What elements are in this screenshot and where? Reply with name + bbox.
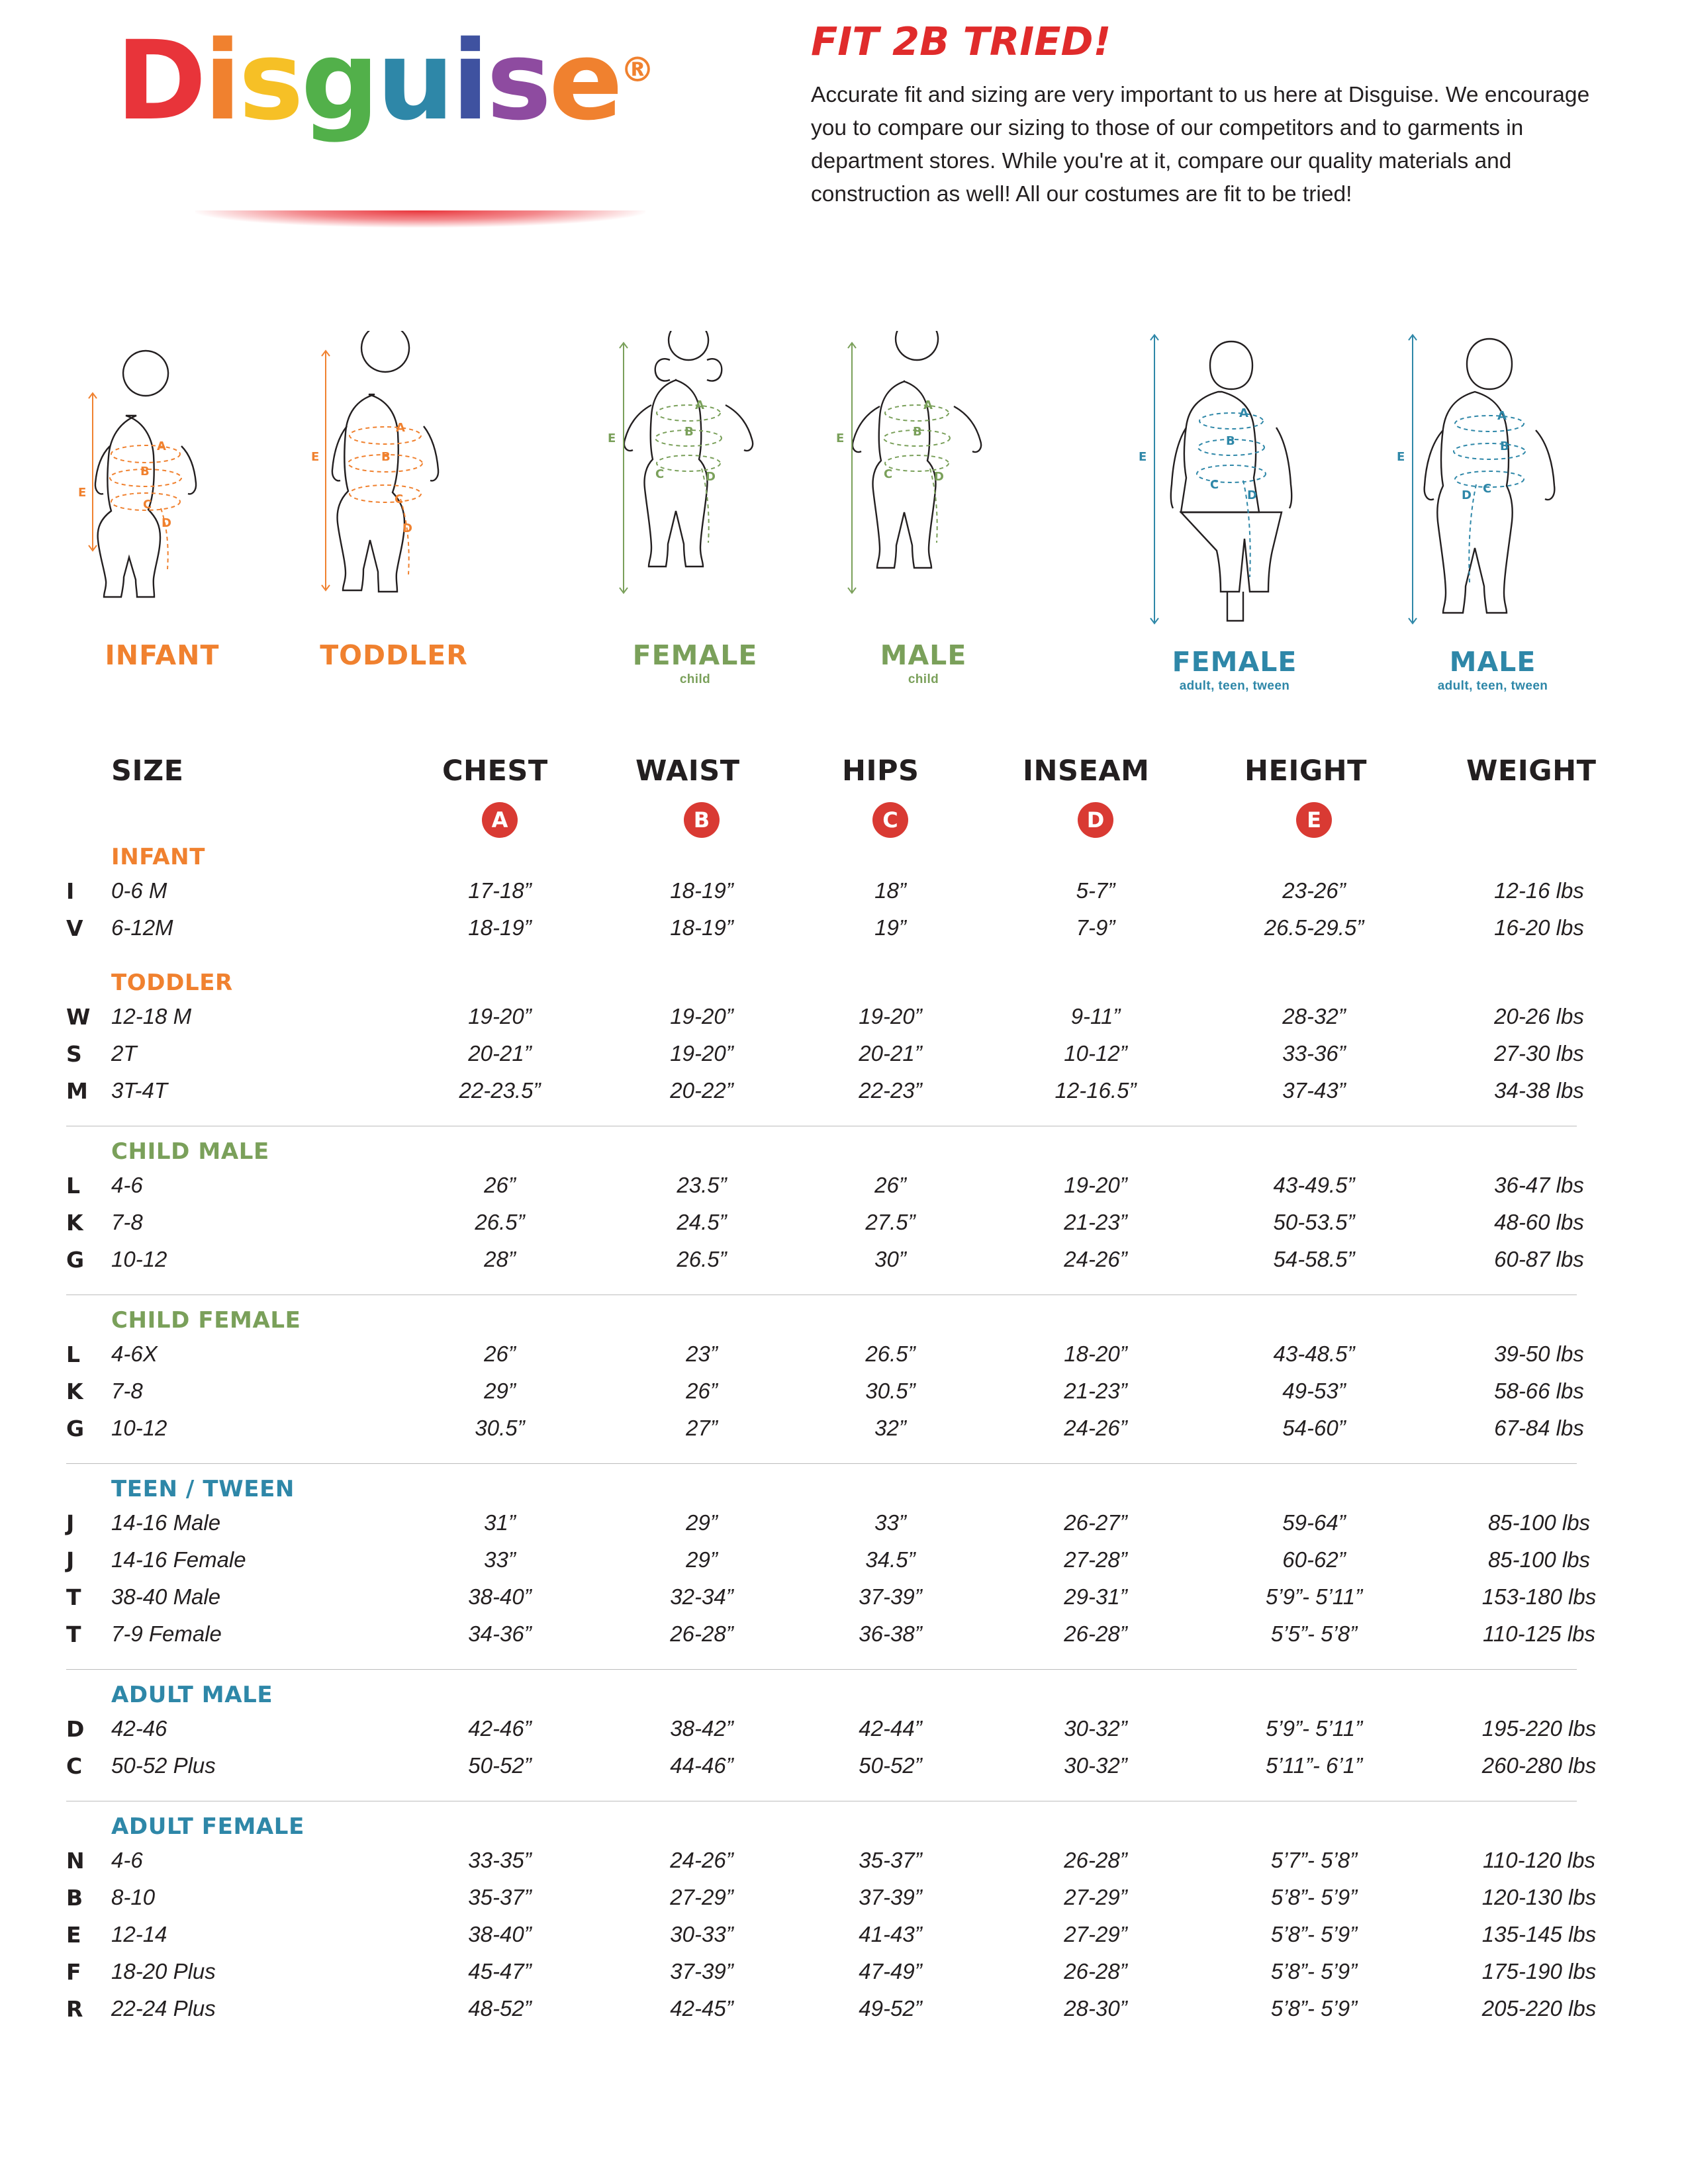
cell-waist: 26”	[686, 1379, 718, 1403]
row-key: J	[66, 1547, 75, 1573]
svg-text:C: C	[884, 467, 893, 481]
cell-inseam: 24-26”	[1064, 1416, 1127, 1440]
cell-hips: 30”	[874, 1247, 906, 1271]
svg-text:A: A	[157, 439, 166, 453]
figure-sublabel: adult, teen, tween	[1437, 679, 1548, 693]
logo-letter-i-5: i	[451, 17, 487, 144]
table-row	[0, 1547, 1688, 1584]
table-row	[0, 1753, 1688, 1790]
cell-weight: 20-26 lbs	[1494, 1004, 1584, 1028]
row-key: L	[66, 1342, 81, 1367]
figure-female-child	[596, 331, 794, 687]
cell-hips: 49-52”	[859, 1996, 922, 2021]
cell-size: 7-8	[111, 1210, 143, 1234]
cell-height: 5’11”- 6’1”	[1265, 1753, 1363, 1778]
svg-text:C: C	[1210, 478, 1219, 492]
svg-text:E: E	[1397, 450, 1405, 464]
cell-height: 33-36”	[1282, 1041, 1346, 1066]
cell-size: 6-12M	[111, 915, 173, 940]
table-row	[0, 915, 1688, 952]
measure-key-badge-b: B	[684, 802, 720, 838]
cell-height: 50-53.5”	[1273, 1210, 1355, 1234]
cell-hips: 26”	[874, 1173, 906, 1197]
svg-text:E: E	[836, 432, 845, 445]
cell-inseam: 21-23”	[1064, 1210, 1127, 1234]
cell-chest: 29”	[484, 1379, 516, 1403]
cell-weight: 67-84 lbs	[1494, 1416, 1584, 1440]
cell-chest: 18-19”	[468, 915, 532, 940]
cell-chest: 30.5”	[475, 1416, 525, 1440]
cell-waist: 29”	[686, 1510, 718, 1535]
cell-height: 43-48.5”	[1273, 1342, 1355, 1366]
cell-inseam: 30-32”	[1064, 1753, 1127, 1778]
cell-height: 5’5”- 5’8”	[1270, 1621, 1358, 1646]
cell-height: 54-58.5”	[1273, 1247, 1355, 1271]
row-key: E	[66, 1922, 81, 1948]
cell-chest: 19-20”	[468, 1004, 532, 1028]
cell-chest: 28”	[484, 1247, 516, 1271]
measure-key-badge-e: E	[1296, 802, 1332, 838]
cell-hips: 19-20”	[859, 1004, 922, 1028]
cell-weight: 60-87 lbs	[1494, 1247, 1584, 1271]
table-row	[0, 1922, 1688, 1959]
row-key: C	[66, 1753, 83, 1779]
logo-letter-e-7: e	[549, 17, 621, 144]
page-header	[0, 0, 1688, 311]
cell-hips: 19”	[874, 915, 906, 940]
cell-hips: 30.5”	[865, 1379, 915, 1403]
logo-letter-g-3: g	[301, 17, 377, 144]
cell-weight: 39-50 lbs	[1494, 1342, 1584, 1366]
logo-letter-u-4: u	[376, 17, 452, 144]
cell-waist: 20-22”	[670, 1078, 733, 1103]
row-key: G	[66, 1416, 85, 1441]
cell-waist: 30-33”	[670, 1922, 733, 1946]
cell-waist: 26.5”	[677, 1247, 727, 1271]
svg-text:B: B	[684, 425, 694, 439]
cell-chest: 42-46”	[468, 1716, 532, 1741]
svg-text:A: A	[923, 398, 933, 412]
cell-inseam: 5-7”	[1076, 878, 1115, 903]
svg-text:A: A	[396, 421, 405, 435]
cell-hips: 47-49”	[859, 1959, 922, 1983]
cell-weight: 195-220 lbs	[1481, 1716, 1597, 1741]
figure-label: INFANT	[105, 639, 220, 671]
cell-height: 5’8”- 5’9”	[1270, 1996, 1358, 2021]
column-header-inseam: INSEAM	[1023, 754, 1150, 788]
row-key: M	[66, 1078, 88, 1104]
cell-waist: 24.5”	[677, 1210, 727, 1234]
figure-toddler	[298, 331, 490, 671]
figure-row	[0, 331, 1688, 728]
cell-hips: 27.5”	[865, 1210, 915, 1234]
cell-size: 2T	[111, 1041, 137, 1066]
cell-inseam: 30-32”	[1064, 1716, 1127, 1741]
svg-text:C: C	[143, 498, 152, 512]
toddler-body-diagram	[298, 331, 490, 635]
cell-hips: 35-37”	[859, 1848, 922, 1872]
row-key: K	[66, 1379, 83, 1404]
size-group-child-male	[0, 1138, 1688, 1284]
cell-hips: 22-23”	[859, 1078, 922, 1103]
cell-weight: 205-220 lbs	[1481, 1996, 1597, 2021]
svg-text:B: B	[1500, 439, 1509, 453]
group-spacer	[0, 952, 1688, 970]
group-title: INFANT	[111, 844, 205, 870]
figure-sublabel: adult, teen, tween	[1179, 679, 1290, 693]
cell-waist: 18-19”	[670, 915, 733, 940]
cell-hips: 36-38”	[859, 1621, 922, 1646]
cell-size: 10-12	[111, 1416, 167, 1440]
table-row	[0, 1416, 1688, 1453]
column-header-weight: WEIGHT	[1466, 754, 1597, 788]
row-key: K	[66, 1210, 83, 1236]
table-body	[0, 844, 1688, 2033]
svg-text:D: D	[934, 470, 944, 484]
cell-hips: 26.5”	[865, 1342, 915, 1366]
cell-chest: 26”	[484, 1173, 516, 1197]
intro-block	[811, 19, 1625, 211]
cell-inseam: 27-29”	[1064, 1922, 1127, 1946]
cell-height: 5’9”- 5’11”	[1265, 1584, 1363, 1609]
cell-height: 5’9”- 5’11”	[1265, 1716, 1363, 1741]
cell-hips: 33”	[874, 1510, 906, 1535]
svg-text:D: D	[402, 522, 412, 535]
cell-inseam: 21-23”	[1064, 1379, 1127, 1403]
cell-weight: 153-180 lbs	[1481, 1584, 1597, 1609]
row-key: S	[66, 1041, 82, 1067]
logo-swoosh-decoration	[195, 210, 645, 228]
cell-waist: 19-20”	[670, 1004, 733, 1028]
cell-size: 0-6 M	[111, 878, 167, 903]
cell-height: 49-53”	[1282, 1379, 1346, 1403]
cell-weight: 36-47 lbs	[1494, 1173, 1584, 1197]
cell-chest: 33-35”	[468, 1848, 532, 1872]
cell-size: 50-52 Plus	[111, 1753, 216, 1778]
cell-weight: 85-100 lbs	[1487, 1510, 1591, 1535]
cell-waist: 42-45”	[670, 1996, 733, 2021]
svg-text:E: E	[311, 450, 320, 464]
svg-text:C: C	[1483, 482, 1492, 496]
cell-height: 5’8”- 5’9”	[1270, 1885, 1358, 1909]
size-group-toddler	[0, 970, 1688, 1115]
cell-inseam: 29-31”	[1064, 1584, 1127, 1609]
cell-waist: 26-28”	[670, 1621, 733, 1646]
group-divider	[66, 1463, 1577, 1464]
cell-inseam: 26-27”	[1064, 1510, 1127, 1535]
row-key: W	[66, 1004, 91, 1030]
row-key: T	[66, 1584, 81, 1610]
cell-height: 43-49.5”	[1273, 1173, 1355, 1197]
table-row	[0, 1584, 1688, 1621]
cell-height: 37-43”	[1282, 1078, 1346, 1103]
table-row	[0, 1210, 1688, 1247]
cell-height: 54-60”	[1282, 1416, 1346, 1440]
table-row	[0, 1848, 1688, 1885]
cell-inseam: 27-29”	[1064, 1885, 1127, 1909]
cell-waist: 23”	[686, 1342, 718, 1366]
group-title: TEEN / TWEEN	[111, 1476, 295, 1502]
disguise-logo	[116, 17, 712, 225]
table-row	[0, 878, 1688, 915]
cell-weight: 34-38 lbs	[1494, 1078, 1584, 1103]
male-adult-body-diagram	[1383, 331, 1602, 642]
svg-text:A: A	[1497, 409, 1507, 423]
cell-inseam: 9-11”	[1070, 1004, 1121, 1028]
cell-chest: 34-36”	[468, 1621, 532, 1646]
infant-body-diagram	[66, 331, 258, 635]
row-key: I	[66, 878, 75, 904]
table-header-row	[0, 754, 1688, 844]
cell-inseam: 18-20”	[1064, 1342, 1127, 1366]
cell-weight: 48-60 lbs	[1494, 1210, 1584, 1234]
cell-chest: 38-40”	[468, 1584, 532, 1609]
row-key: V	[66, 915, 83, 941]
size-chart-table	[0, 754, 1688, 2033]
cell-hips: 41-43”	[859, 1922, 922, 1946]
svg-text:B: B	[913, 425, 922, 439]
cell-height: 5’8”- 5’9”	[1270, 1959, 1358, 1983]
table-row	[0, 1996, 1688, 2033]
measure-key-badge-d: D	[1078, 802, 1113, 838]
row-key: T	[66, 1621, 81, 1647]
size-group-infant	[0, 844, 1688, 952]
figure-sublabel: child	[908, 672, 939, 686]
cell-height: 59-64”	[1282, 1510, 1346, 1535]
column-header-waist: WAIST	[635, 754, 740, 788]
cell-weight: 12-16 lbs	[1494, 878, 1584, 903]
group-title: ADULT FEMALE	[111, 1813, 305, 1840]
cell-weight: 58-66 lbs	[1494, 1379, 1584, 1403]
cell-chest: 26”	[484, 1342, 516, 1366]
cell-weight: 110-125 lbs	[1482, 1621, 1595, 1646]
cell-inseam: 26-28”	[1064, 1959, 1127, 1983]
cell-hips: 18”	[874, 878, 906, 903]
svg-text:E: E	[608, 432, 616, 445]
svg-text:E: E	[1139, 450, 1147, 464]
figure-label: MALE	[1449, 646, 1536, 678]
cell-inseam: 28-30”	[1064, 1996, 1127, 2021]
figure-label: FEMALE	[1172, 646, 1297, 678]
table-row	[0, 1041, 1688, 1078]
cell-size: 22-24 Plus	[111, 1996, 216, 2021]
cell-size: 7-9 Female	[111, 1621, 222, 1646]
cell-chest: 48-52”	[468, 1996, 532, 2021]
size-group-teen-tween	[0, 1476, 1688, 1659]
group-title: ADULT MALE	[111, 1682, 273, 1708]
cell-size: 4-6	[111, 1848, 143, 1872]
cell-hips: 20-21”	[859, 1041, 922, 1066]
cell-chest: 35-37”	[468, 1885, 532, 1909]
cell-chest: 31”	[484, 1510, 516, 1535]
column-header-height: HEIGHT	[1244, 754, 1367, 788]
svg-text:D: D	[706, 470, 716, 484]
svg-text:B: B	[140, 465, 150, 478]
figure-sublabel: child	[679, 672, 711, 686]
figure-female-adult	[1125, 331, 1344, 694]
table-row	[0, 1510, 1688, 1547]
size-group-adult-male	[0, 1682, 1688, 1790]
table-row	[0, 1078, 1688, 1115]
cell-height: 28-32”	[1282, 1004, 1346, 1028]
row-key: D	[66, 1716, 85, 1742]
cell-inseam: 26-28”	[1064, 1621, 1127, 1646]
cell-waist: 27”	[686, 1416, 718, 1440]
intro-body: Accurate fit and sizing are very important to us here at Disguise. We encourage you to compare our sizing to those of our competitors and to garments in department stores. While you're at it, compare our quality materials and construction as well! All our costumes are fit to be tried!	[811, 83, 1590, 206]
table-row	[0, 1004, 1688, 1041]
logo-letter-i-1: i	[203, 17, 239, 144]
figure-label: FEMALE	[632, 639, 758, 671]
size-group-adult-female	[0, 1813, 1688, 2033]
cell-size: 3T-4T	[111, 1078, 167, 1103]
svg-text:D: D	[162, 516, 171, 530]
svg-text:C: C	[655, 467, 665, 481]
cell-chest: 20-21”	[468, 1041, 532, 1066]
table-row	[0, 1247, 1688, 1284]
cell-inseam: 24-26”	[1064, 1247, 1127, 1271]
cell-weight: 135-145 lbs	[1481, 1922, 1597, 1946]
group-divider	[66, 1669, 1577, 1670]
cell-size: 18-20 Plus	[111, 1959, 216, 1983]
cell-chest: 17-18”	[468, 878, 532, 903]
group-title: TODDLER	[111, 970, 233, 996]
cell-size: 12-18 M	[111, 1004, 192, 1028]
size-group-child-female	[0, 1307, 1688, 1453]
cell-size: 42-46	[111, 1716, 167, 1741]
cell-waist: 44-46”	[670, 1753, 733, 1778]
cell-height: 60-62”	[1282, 1547, 1346, 1572]
cell-waist: 18-19”	[670, 878, 733, 903]
row-key: L	[66, 1173, 81, 1199]
cell-waist: 38-42”	[670, 1716, 733, 1741]
logo-letter-s-6: s	[486, 17, 549, 144]
cell-size: 4-6X	[111, 1342, 158, 1366]
figure-label: TODDLER	[320, 639, 468, 671]
cell-waist: 37-39”	[670, 1959, 733, 1983]
cell-chest: 50-52”	[468, 1753, 532, 1778]
figure-label: MALE	[880, 639, 967, 671]
cell-chest: 22-23.5”	[459, 1078, 541, 1103]
cell-weight: 85-100 lbs	[1487, 1547, 1591, 1572]
female-child-body-diagram	[596, 331, 794, 635]
table-row	[0, 1342, 1688, 1379]
cell-inseam: 7-9”	[1076, 915, 1115, 940]
column-header-hips: HIPS	[842, 754, 919, 788]
cell-inseam: 10-12”	[1064, 1041, 1127, 1066]
cell-waist: 19-20”	[670, 1041, 733, 1066]
svg-text:A: A	[695, 398, 704, 412]
cell-size: 10-12	[111, 1247, 167, 1271]
cell-weight: 16-20 lbs	[1494, 915, 1584, 940]
cell-inseam: 19-20”	[1064, 1173, 1127, 1197]
cell-hips: 37-39”	[859, 1584, 922, 1609]
row-key: N	[66, 1848, 85, 1874]
cell-hips: 50-52”	[859, 1753, 922, 1778]
cell-weight: 260-280 lbs	[1481, 1753, 1597, 1778]
female-adult-body-diagram	[1125, 331, 1344, 642]
column-header-chest: CHEST	[442, 754, 548, 788]
row-key: B	[66, 1885, 83, 1911]
cell-weight: 110-120 lbs	[1482, 1848, 1595, 1872]
figure-male-child	[824, 331, 1023, 687]
table-row	[0, 1716, 1688, 1753]
group-title: CHILD MALE	[111, 1138, 269, 1165]
cell-inseam: 26-28”	[1064, 1848, 1127, 1872]
svg-text:B: B	[381, 450, 391, 464]
cell-weight: 27-30 lbs	[1494, 1041, 1584, 1066]
logo-registered-mark: ®	[620, 50, 653, 90]
cell-chest: 45-47”	[468, 1959, 532, 1983]
cell-height: 26.5-29.5”	[1264, 915, 1364, 940]
cell-weight: 120-130 lbs	[1481, 1885, 1597, 1909]
svg-text:E: E	[78, 486, 87, 500]
cell-hips: 34.5”	[865, 1547, 915, 1572]
cell-size: 4-6	[111, 1173, 143, 1197]
row-key: F	[66, 1959, 81, 1985]
figure-infant	[66, 331, 258, 671]
cell-size: 14-16 Male	[111, 1510, 221, 1535]
cell-size: 7-8	[111, 1379, 143, 1403]
group-title: CHILD FEMALE	[111, 1307, 301, 1334]
cell-waist: 32-34”	[670, 1584, 733, 1609]
cell-inseam: 12-16.5”	[1055, 1078, 1137, 1103]
cell-chest: 26.5”	[475, 1210, 525, 1234]
svg-text:C: C	[395, 492, 404, 506]
row-key: G	[66, 1247, 85, 1273]
intro-title: FIT 2B TRIED!	[811, 19, 1111, 64]
svg-text:A: A	[1239, 406, 1248, 420]
logo-letter-s-2: s	[238, 17, 301, 144]
row-key: R	[66, 1996, 83, 2022]
table-row	[0, 1621, 1688, 1659]
cell-chest: 33”	[484, 1547, 516, 1572]
svg-text:D: D	[1247, 488, 1257, 502]
row-key: J	[66, 1510, 75, 1536]
measure-key-badge-c: C	[872, 802, 908, 838]
cell-height: 23-26”	[1282, 878, 1346, 903]
figure-male-adult	[1383, 331, 1602, 694]
column-header-size: SIZE	[111, 754, 184, 788]
cell-inseam: 27-28”	[1064, 1547, 1127, 1572]
table-row	[0, 1885, 1688, 1922]
cell-hips: 37-39”	[859, 1885, 922, 1909]
cell-hips: 42-44”	[859, 1716, 922, 1741]
table-row	[0, 1379, 1688, 1416]
table-row	[0, 1959, 1688, 1996]
cell-weight: 175-190 lbs	[1481, 1959, 1597, 1983]
cell-chest: 38-40”	[468, 1922, 532, 1946]
cell-height: 5’8”- 5’9”	[1270, 1922, 1358, 1946]
cell-size: 12-14	[111, 1922, 167, 1946]
measure-key-badge-a: A	[482, 802, 518, 838]
svg-text:B: B	[1226, 434, 1235, 448]
svg-text:D: D	[1462, 488, 1472, 502]
cell-size: 8-10	[111, 1885, 156, 1909]
cell-size: 14-16 Female	[111, 1547, 246, 1572]
cell-height: 5’7”- 5’8”	[1270, 1848, 1358, 1872]
table-row	[0, 1173, 1688, 1210]
cell-waist: 27-29”	[670, 1885, 733, 1909]
cell-hips: 32”	[874, 1416, 906, 1440]
logo-letter-d-0: D	[116, 17, 204, 144]
cell-waist: 23.5”	[677, 1173, 727, 1197]
cell-waist: 24-26”	[670, 1848, 733, 1872]
cell-waist: 29”	[686, 1547, 718, 1572]
logo-wordmark	[116, 17, 712, 144]
cell-size: 38-40 Male	[111, 1584, 221, 1609]
male-child-body-diagram	[824, 331, 1023, 635]
